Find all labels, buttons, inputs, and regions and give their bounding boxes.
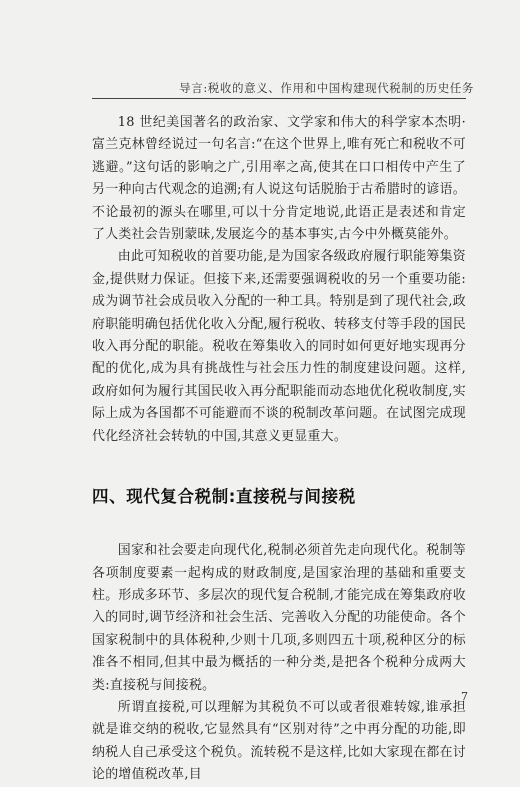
section-heading: 四、现代复合税制:直接税与间接税 (92, 487, 356, 507)
page-body (92, 112, 466, 787)
running-header: 导言:税收的意义、作用和中国构建现代税制的历史任务 (179, 81, 474, 95)
page-number: 7 (461, 690, 468, 703)
paragraph-direct-tax: 所谓直接税,可以理解为其税负不可以或者很难转嫁,谁承担就是谁交纳的税收,它显然具有“区别对待”之中再分配的功能,即纳税人自己承受这个税负。流转税不是这样,比如大家现在都在讨论的增值税改革,目 (92, 699, 466, 783)
paragraph-modern-tax-system: 国家和社会要走向现代化,税制必须首先走向现代化。税制等各项制度要素一起构成的财政制度,是国家治理的基础和重要支柱。形成多环节、多层次的现代复合税制,才能完成在筹集政府收入的同时,调节经济和社会生活、完善收入分配的功能使命。各个国家税制中的具体税种,少则十几项,多则四五十项,税种区分的标准各不相同,但其中最为概括的一种分类,是把各个税种分成两大类:直接税与间接税。 (92, 543, 466, 693)
paragraph-tax-functions: 由此可知税收的首要功能,是为国家各级政府履行职能筹集资金,提供财力保证。但接下来,还需要强调税收的另一个重要功能:成为调节社会成员收入分配的一种工具。特别是到了现代社会,政府职能明确包括优化收入分配,履行税收、转移支付等手段的国民收入再分配的职能。税收在筹集收入的同时如何更好地实现再分配的优化,成为具有挑战性与社会压力性的制度建设问题。这样,政府如何为履行其国民收入再分配职能而动态地优化税收制度,实际上成为各国都不可能避而不谈的税制改革问题。在试图完成现代化经济社会转轨的中国,其意义更显重大。 (92, 249, 466, 444)
header-rule (92, 98, 466, 99)
paragraph-franklin-quote: 18 世纪美国著名的政治家、文学家和伟大的科学家本杰明·富兰克林曾经说过一句名言:“在这个世界上,唯有死亡和税收不可逃避。”这句话的影响之广,引用率之高,使其在口口相传中产生了另一种向古代观念的追溯;有人说这句话脱胎于古希腊时的谚语。不论最初的源头在哪里,可以十分肯定地说,此语正是表述和肯定了人类社会告别蒙昧,发展迄今的基本事实,古今中外概莫能外。 (92, 115, 466, 243)
